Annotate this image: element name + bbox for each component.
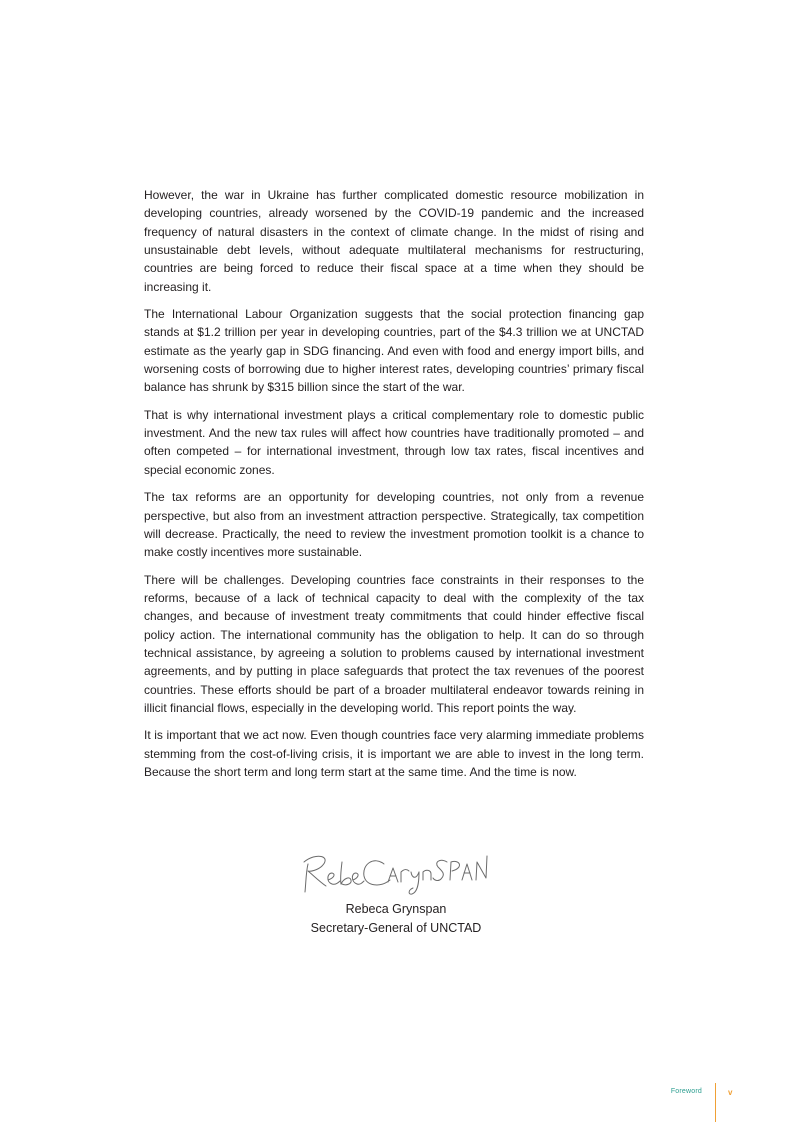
- footer-divider: [715, 1083, 716, 1122]
- signer-name: Rebeca Grynspan: [345, 902, 447, 916]
- signer-block: [296, 900, 496, 938]
- paragraph-6: It is important that we act now. Even though countries face very alarming immediate problems stemming from the cost-of-living crisis, it is important we are able to invest in the long term. Because the short term and long term start at the same time. And the time is now.: [144, 728, 644, 779]
- signer-title: Secretary-General of UNCTAD: [310, 921, 482, 935]
- paragraph-1: However, the war in Ukraine has further complicated domestic resource mobilization in developing countries, already worsened by the COVID-19 pandemic and the increased frequency of natural disasters in the context of climate change. In the midst of rising and unsustainable debt levels, without adequate multilateral mechanisms for restructuring, countries are being forced to reduce their fiscal space at a time when they should be increasing it.: [144, 188, 644, 294]
- handwritten-signature: [300, 842, 495, 898]
- paragraph-5: There will be challenges. Developing countries face constraints in their responses to the reforms, because of a lack of technical capacity to deal with the complexity of the tax changes, and because of investment treaty commitments that could hinder effective fiscal policy action. The international community has the obligation to help. It can do so through technical assistance, by agreeing a solution to problems caused by international investment agreements, and by putting in place safeguards that protect the tax revenues of the poorest countries. These efforts should be part of a broader multilateral endeavor towards reining in illicit financial flows, especially in the developing world. This report points the way.: [144, 572, 644, 715]
- paragraph-4: The tax reforms are an opportunity for developing countries, not only from a revenue perspective, but also from an investment attraction perspective. Strategically, tax competition will decrease. Practically, the need to review the investment promotion toolkit is a chance to make costly incentives more sustainable.: [144, 490, 644, 560]
- foreword-body: [144, 186, 644, 790]
- paragraph-3: That is why international investment plays a critical complementary role to domestic public investment. And the new tax rules will affect how countries have traditionally promoted – and often competed – for international investment, through low tax rates, fiscal incentives and special economic zones.: [144, 407, 644, 477]
- page-number: v: [728, 1088, 733, 1097]
- paragraph-2: The International Labour Organization suggests that the social protection financing gap stands at $1.2 trillion per year in developing countries, part of the $4.3 trillion we at UNCTAD estimate as the yearly gap in SDG financing. And even with food and energy import bills, and worsening costs of borrowing due to higher interest rates, developing countries’ primary fiscal balance has shrunk by $315 billion since the start of the war.: [144, 307, 644, 395]
- footer-section-label: Foreword: [670, 1088, 702, 1095]
